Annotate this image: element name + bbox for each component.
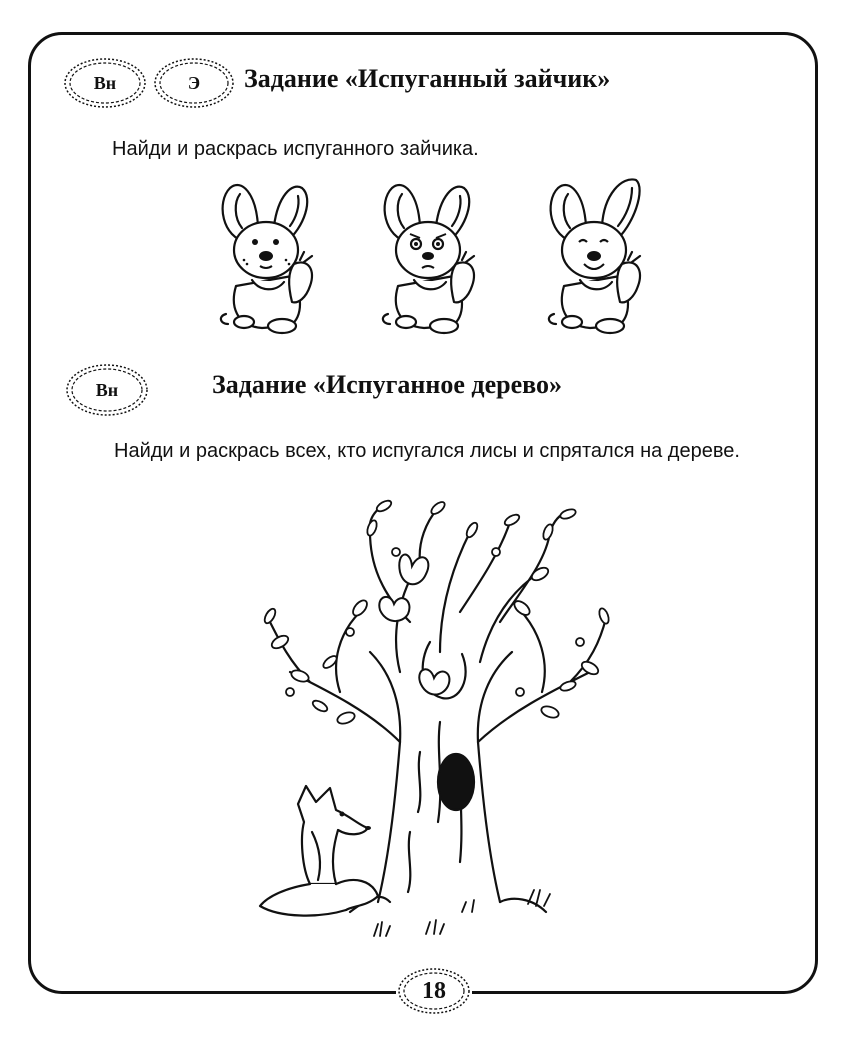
bunny-smiling-icon bbox=[540, 172, 652, 338]
page-number bbox=[396, 966, 472, 1016]
task2-instruction: Найди и раскрась всех, кто испугался лисы и спрятался на дереве. bbox=[114, 440, 740, 462]
bunny-calm-icon bbox=[212, 176, 322, 338]
badge-vn-task1 bbox=[62, 56, 148, 110]
page-number-label: 18 bbox=[422, 977, 446, 1004]
badge-label: Э bbox=[187, 72, 201, 93]
badge-vn-task2 bbox=[64, 362, 150, 418]
bunny-scared-icon bbox=[374, 176, 484, 338]
task2-title: Задание «Испуганное дерево» bbox=[212, 370, 562, 399]
badge-label: Вн bbox=[93, 72, 117, 93]
task1-title: Задание «Испуганный зайчик» bbox=[244, 64, 611, 93]
tree-with-fox-illustration-icon bbox=[250, 492, 620, 942]
badge-label: Вн bbox=[95, 379, 119, 400]
task1-instruction: Найди и раскрась испуганного зайчика. bbox=[112, 138, 479, 160]
badge-e-task1 bbox=[152, 56, 236, 110]
